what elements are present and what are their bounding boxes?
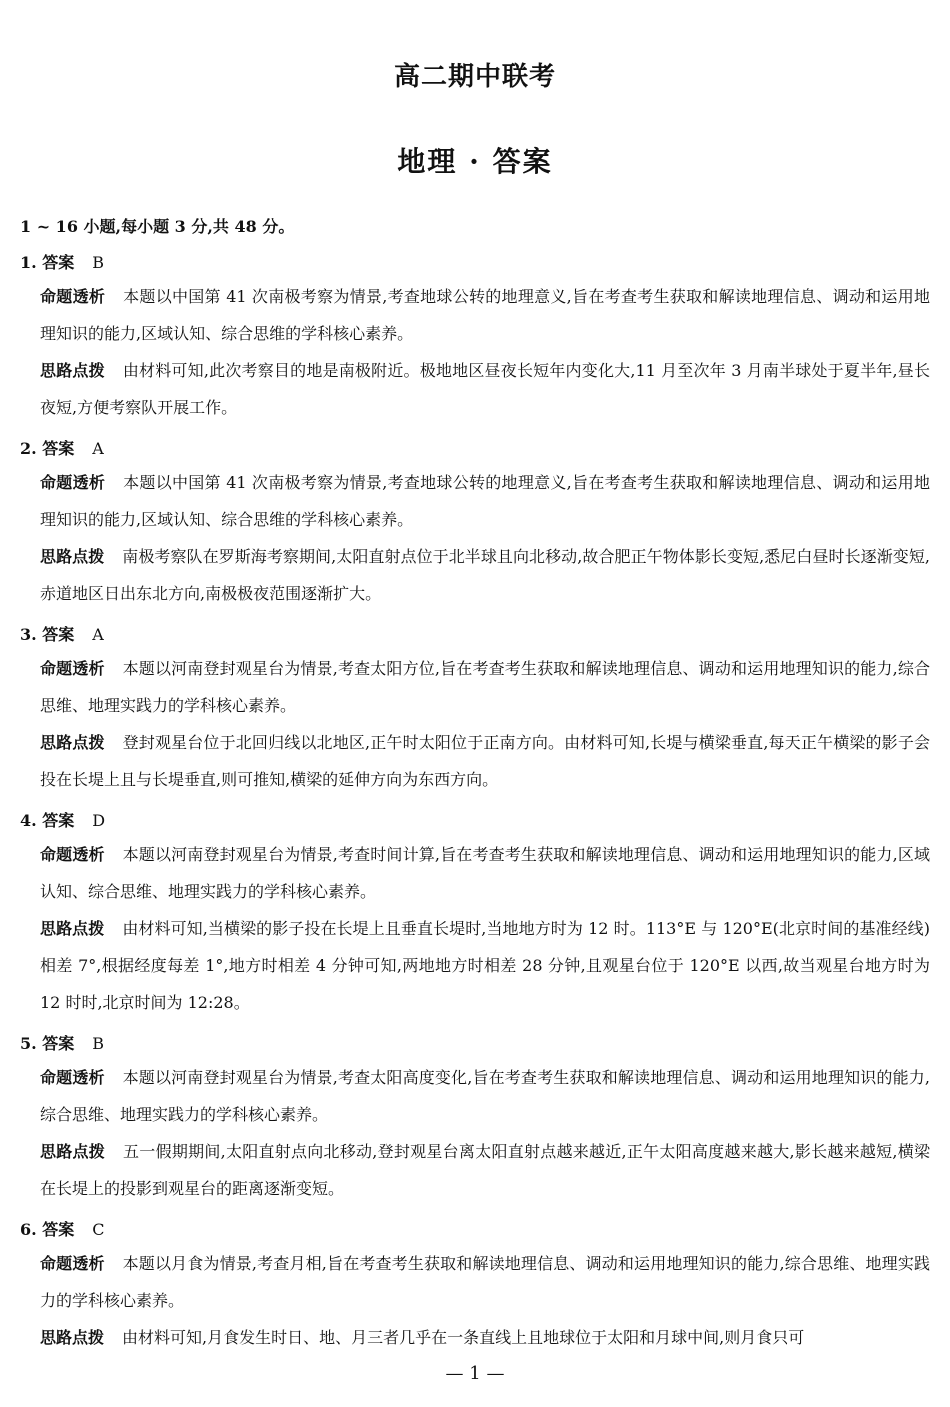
analysis-text: 本题以中国第 41 次南极考察为情景,考查地球公转的地理意义,旨在考查考生获取和解读地理信息、调动和运用地理知识的能力,区域认知、综合思维的学科核心素养。 bbox=[40, 287, 930, 343]
answer-choice: A bbox=[92, 625, 104, 644]
answer-line bbox=[20, 438, 930, 460]
hint-text: 五一假期期间,太阳直射点向北移动,登封观星台离太阳直射点越来越近,正午太阳高度越来越大,影长越来越短,横梁在长堤上的投影到观星台的距离逐渐变短。 bbox=[40, 1142, 930, 1198]
analysis-label: 命题透析 bbox=[40, 1068, 105, 1087]
answer-item-5 bbox=[20, 1033, 930, 1207]
hint-text: 南极考察队在罗斯海考察期间,太阳直射点位于北半球且向北移动,故合肥正午物体影长变短,悉尼白昼时长逐渐变短,赤道地区日出东北方向,南极极夜范围逐渐扩大。 bbox=[40, 547, 930, 603]
hint-text: 由材料可知,此次考察目的地是南极附近。极地地区昼夜长短年内变化大,11 月至次年 3 月南半球处于夏半年,昼长夜短,方便考察队开展工作。 bbox=[40, 361, 930, 417]
answer-line bbox=[20, 624, 930, 646]
answer-line bbox=[20, 1033, 930, 1055]
hint-label: 思路点拨 bbox=[40, 733, 105, 752]
answer-line bbox=[20, 1219, 930, 1241]
answer-line bbox=[20, 252, 930, 274]
hint-label: 思路点拨 bbox=[40, 361, 105, 380]
answer-label: 答案 bbox=[42, 811, 75, 830]
analysis-label: 命题透析 bbox=[40, 473, 106, 492]
answer-item-4 bbox=[20, 810, 930, 1021]
page-number: — 1 — bbox=[445, 1363, 505, 1384]
answer-label: 答案 bbox=[42, 1220, 75, 1239]
analysis-text: 本题以月食为情景,考查月相,旨在考查考生获取和解读地理信息、调动和运用地理知识的能力,综合思维、地理实践力的学科核心素养。 bbox=[40, 1254, 930, 1310]
analysis-label: 命题透析 bbox=[40, 1254, 105, 1273]
analysis-paragraph bbox=[40, 836, 930, 910]
analysis-text: 本题以河南登封观星台为情景,考查时间计算,旨在考查考生获取和解读地理信息、调动和运用地理知识的能力,区域认知、综合思维、地理实践力的学科核心素养。 bbox=[40, 845, 930, 901]
answer-label: 答案 bbox=[42, 253, 75, 272]
item-number: 6. bbox=[20, 1220, 37, 1239]
answer-label: 答案 bbox=[42, 439, 75, 458]
analysis-text: 本题以河南登封观星台为情景,考查太阳方位,旨在考查考生获取和解读地理信息、调动和运用地理知识的能力,综合思维、地理实践力的学科核心素养。 bbox=[40, 659, 930, 715]
analysis-text: 本题以河南登封观星台为情景,考查太阳高度变化,旨在考查考生获取和解读地理信息、调动和运用地理知识的能力,综合思维、地理实践力的学科核心素养。 bbox=[40, 1068, 930, 1124]
answer-item-1 bbox=[20, 252, 930, 426]
answer-label: 答案 bbox=[42, 1034, 75, 1053]
analysis-label: 命题透析 bbox=[40, 287, 106, 306]
analysis-label: 命题透析 bbox=[40, 659, 105, 678]
analysis-paragraph bbox=[40, 650, 930, 724]
answer-item-2 bbox=[20, 438, 930, 612]
item-number: 3. bbox=[20, 625, 37, 644]
analysis-label: 命题透析 bbox=[40, 845, 105, 864]
analysis-paragraph bbox=[40, 1245, 930, 1319]
answer-choice: B bbox=[92, 1034, 105, 1053]
answer-choice: B bbox=[92, 253, 105, 272]
score-summary: 1 ~ 16 小题,每小题 3 分,共 48 分。 bbox=[20, 217, 295, 236]
hint-text: 由材料可知,月食发生时日、地、月三者几乎在一条直线上且地球位于太阳和月球中间,则月食只可 bbox=[122, 1328, 805, 1347]
hint-paragraph bbox=[40, 1133, 930, 1207]
answer-choice: D bbox=[92, 811, 106, 830]
answer-label: 答案 bbox=[42, 625, 75, 644]
item-number: 5. bbox=[20, 1034, 37, 1053]
answer-item-6 bbox=[20, 1219, 930, 1356]
exam-title: 高二期中联考 bbox=[393, 62, 556, 92]
answer-choice: C bbox=[92, 1220, 105, 1239]
hint-paragraph bbox=[40, 724, 930, 798]
hint-paragraph bbox=[40, 1319, 930, 1356]
hint-label: 思路点拨 bbox=[40, 547, 105, 566]
answer-choice: A bbox=[92, 439, 104, 458]
hint-paragraph bbox=[40, 538, 930, 612]
item-number: 2. bbox=[20, 439, 37, 458]
analysis-paragraph bbox=[40, 464, 930, 538]
analysis-paragraph bbox=[40, 1059, 930, 1133]
hint-label: 思路点拨 bbox=[40, 919, 105, 938]
hint-label: 思路点拨 bbox=[40, 1142, 106, 1161]
hint-label: 思路点拨 bbox=[40, 1328, 105, 1347]
analysis-text: 本题以中国第 41 次南极考察为情景,考查地球公转的地理意义,旨在考查考生获取和解读地理信息、调动和运用地理知识的能力,区域认知、综合思维的学科核心素养。 bbox=[40, 473, 930, 529]
item-number: 4. bbox=[20, 811, 37, 830]
subject-title: 地理 · 答案 bbox=[397, 145, 553, 178]
item-number: 1. bbox=[20, 253, 37, 272]
hint-paragraph bbox=[40, 910, 930, 1021]
hint-text: 登封观星台位于北回归线以北地区,正午时太阳位于正南方向。由材料可知,长堤与横梁垂直,每天正午横梁的影子会投在长堤上且与长堤垂直,则可推知,横梁的延伸方向为东西方向。 bbox=[40, 733, 930, 789]
answer-item-3 bbox=[20, 624, 930, 798]
hint-paragraph bbox=[40, 352, 930, 426]
hint-text: 由材料可知,当横梁的影子投在长堤上且垂直长堤时,当地地方时为 12 时。113°E 与 120°E(北京时间的基准经线)相差 7°,根据经度每差 1°,地方时相差 4 分钟可知,两地地方时相差 28 分钟,且观星台位于 120°E 以西,故当观星台地方时为 12 时时,北京时间为 12:28。 bbox=[40, 919, 930, 1012]
analysis-paragraph bbox=[40, 278, 930, 352]
answer-line bbox=[20, 810, 930, 832]
